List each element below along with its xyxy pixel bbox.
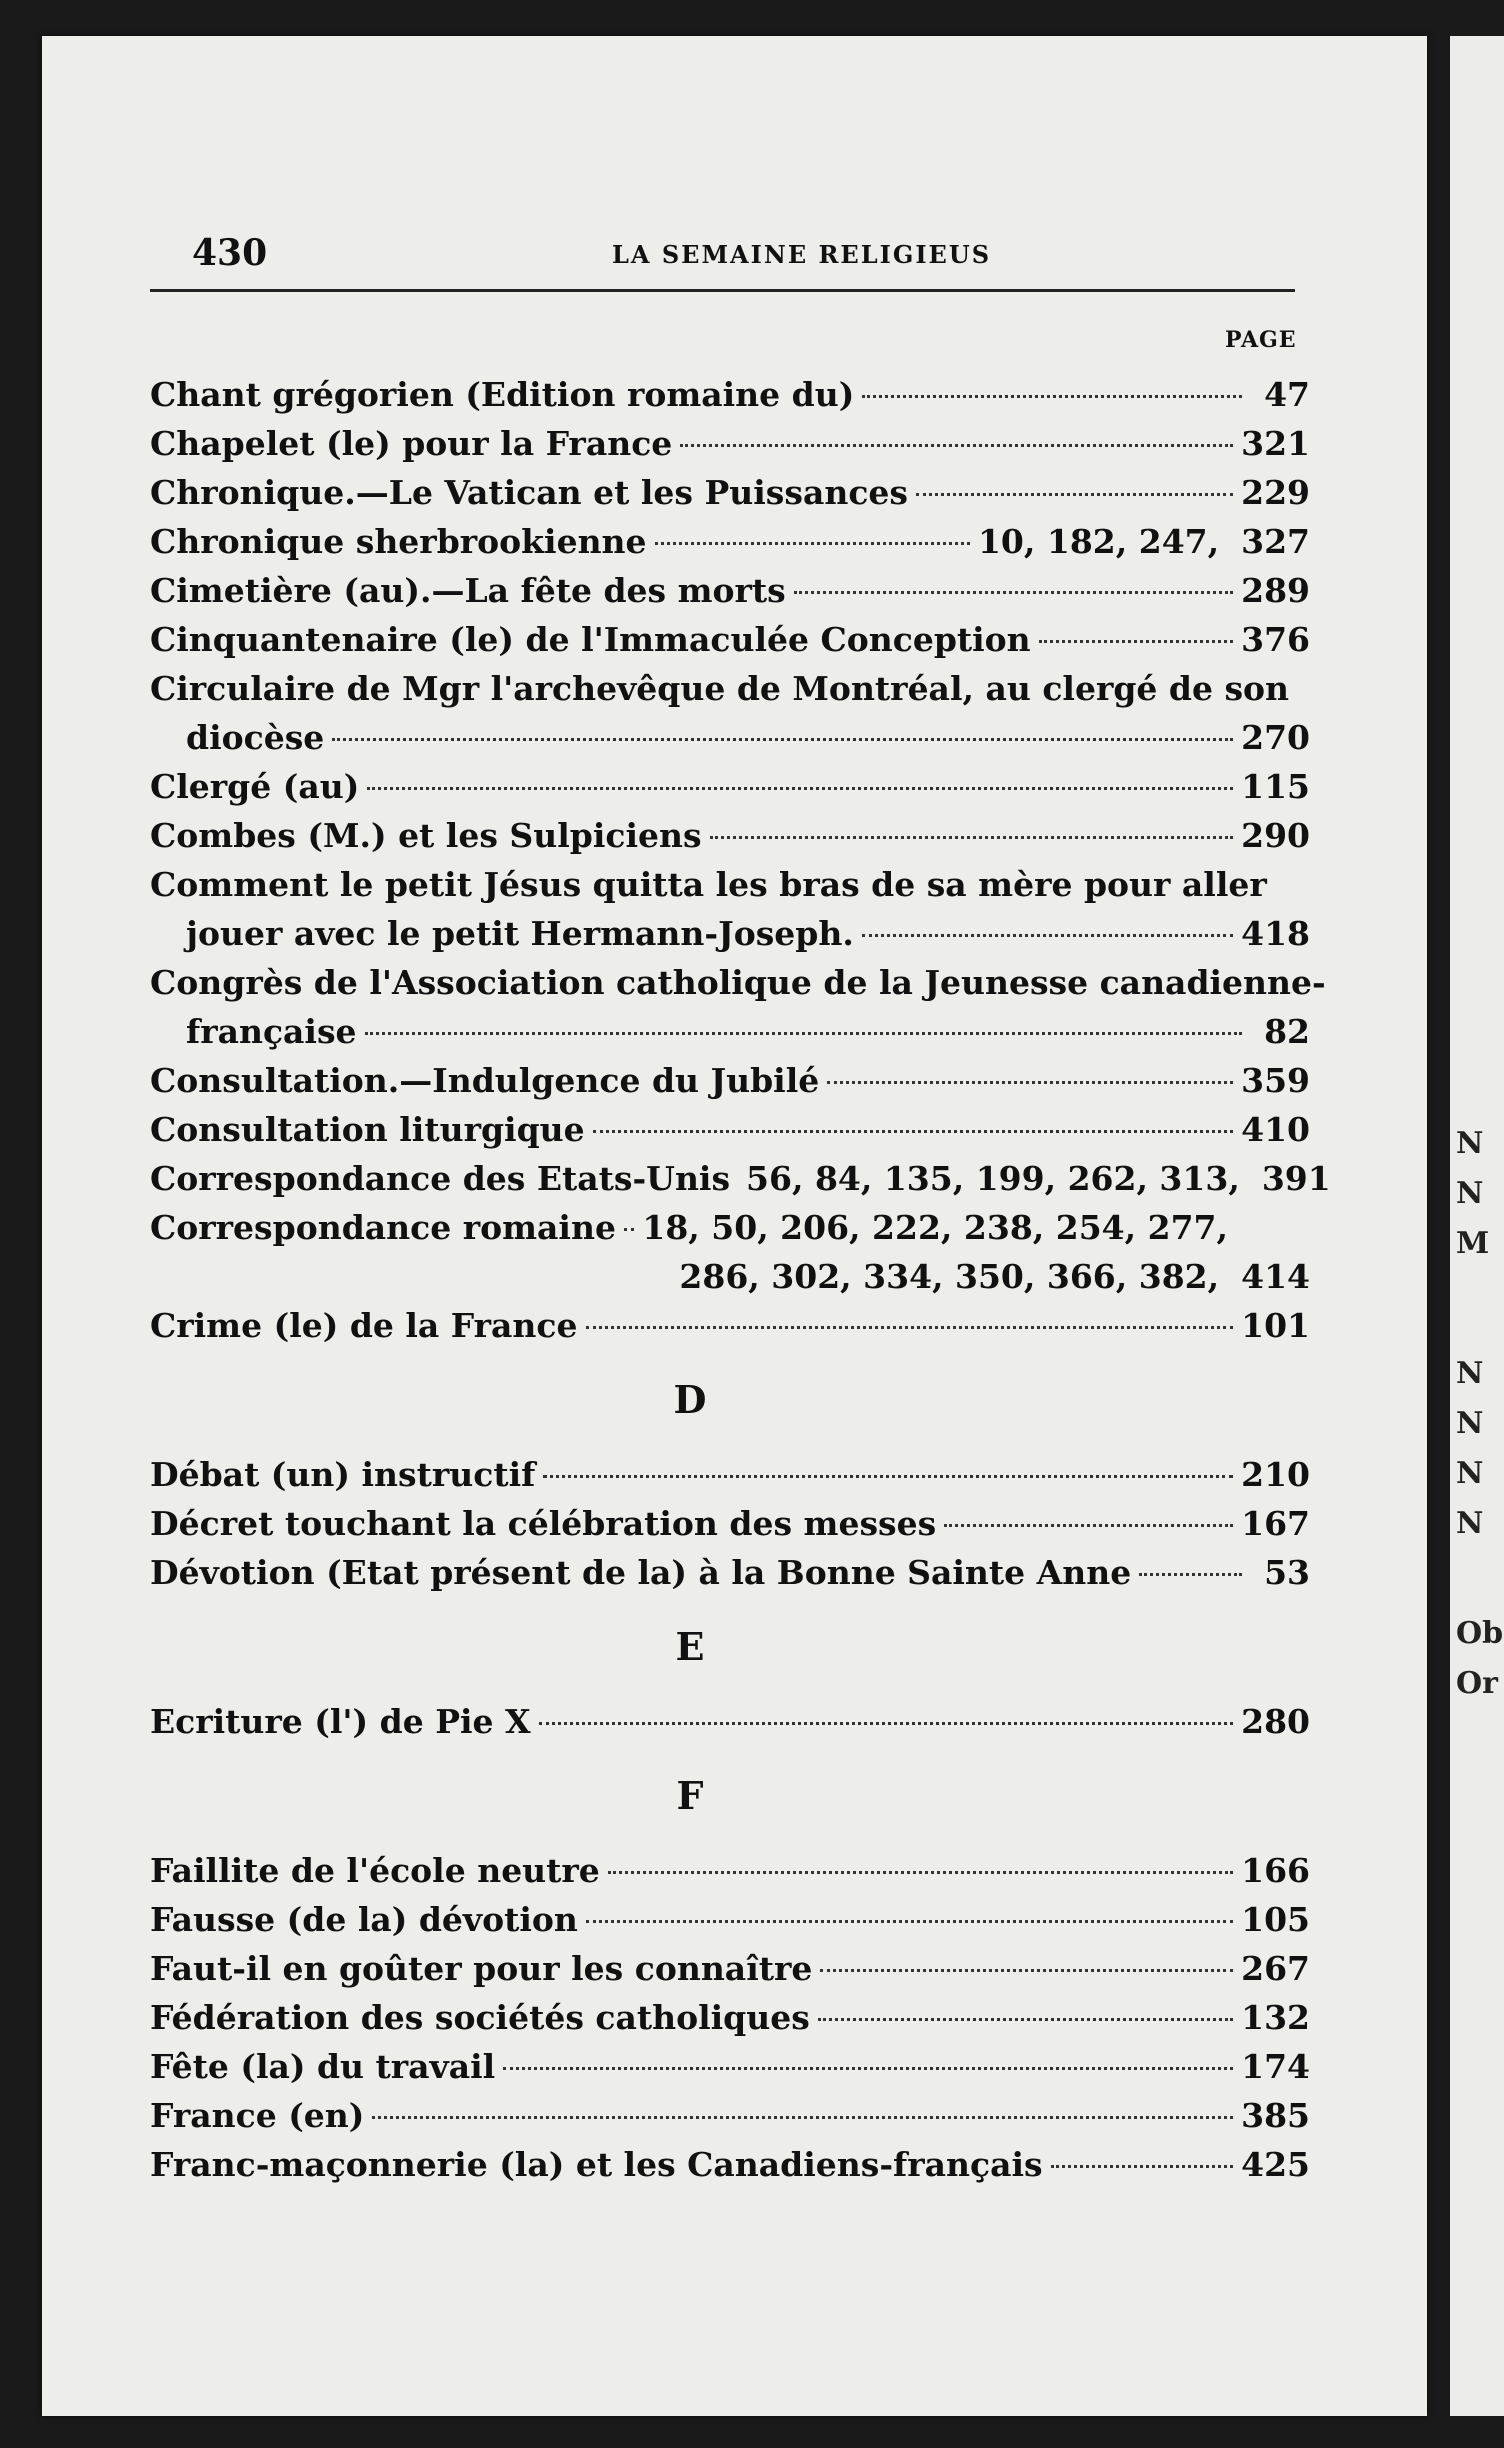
entry-text: Correspondance romaine xyxy=(150,1208,616,1247)
index-entry xyxy=(150,713,1310,762)
index-entry xyxy=(150,762,1310,811)
leader-dots xyxy=(365,1032,1242,1035)
entry-text-continued: diocèse xyxy=(186,718,325,757)
entry-text: Cimetière (au).—La fête des morts xyxy=(150,571,786,610)
leader-dots xyxy=(543,1475,1233,1478)
entry-text: Chant grégorien (Edition romaine du) xyxy=(150,375,855,414)
leader-dots xyxy=(916,493,1233,496)
entry-page: 210 xyxy=(1241,1455,1310,1494)
index-entries xyxy=(150,370,1331,2189)
group-f xyxy=(150,1846,1310,2189)
index-entry xyxy=(150,370,1310,419)
leader-dots xyxy=(944,1524,1233,1527)
index-entry xyxy=(150,517,1310,566)
entry-text: Circulaire de Mgr l'archevêque de Montréal, au clergé de son xyxy=(150,669,1290,708)
entry-text: Clergé (au) xyxy=(150,767,360,806)
leader-dots xyxy=(332,738,1233,741)
index-entry xyxy=(150,1301,1310,1350)
fragment: N xyxy=(1456,1456,1484,1491)
entry-text: Consultation.—Indulgence du Jubilé xyxy=(150,1061,820,1100)
fragment: Ob xyxy=(1456,1616,1504,1651)
entry-page: 270 xyxy=(1241,718,1310,757)
index-entry-line xyxy=(150,664,1310,713)
entry-page: 82 xyxy=(1264,1012,1310,1051)
section-letter-e: E xyxy=(675,1624,705,1669)
index-entry xyxy=(150,909,1310,958)
fragment: N xyxy=(1456,1406,1484,1441)
entry-page: 359 xyxy=(1241,1061,1310,1100)
entry-page: 166 xyxy=(1241,1851,1310,1890)
entry-text: Chronique sherbrookienne xyxy=(150,522,647,561)
index-entry xyxy=(150,1450,1310,1499)
entry-text: Cinquantenaire (le) de l'Immaculée Conception xyxy=(150,620,1031,659)
entry-page: 414 xyxy=(1241,1257,1310,1296)
fragment: N xyxy=(1456,1176,1484,1211)
page-column-label: PAGE xyxy=(1225,327,1297,353)
group-d xyxy=(150,1450,1310,1597)
entry-page: 115 xyxy=(1241,767,1310,806)
fragment: N xyxy=(1456,1506,1484,1541)
index-entry xyxy=(150,2042,1310,2091)
index-entry xyxy=(150,1056,1310,1105)
index-entry xyxy=(150,1499,1310,1548)
entry-page: 47 xyxy=(1264,375,1310,414)
leader-dots xyxy=(503,2067,1233,2070)
group-c xyxy=(150,370,1331,1350)
index-entry-line xyxy=(150,1203,1310,1252)
index-entry xyxy=(150,1993,1310,2042)
entry-text: Crime (le) de la France xyxy=(150,1306,578,1345)
entry-page: 105 xyxy=(1241,1900,1310,1939)
fragment: N xyxy=(1456,1356,1484,1391)
leader-dots xyxy=(1039,640,1233,643)
entry-references: 56, 84, 135, 199, 262, 313, xyxy=(746,1159,1240,1198)
entry-page: 229 xyxy=(1241,473,1310,512)
index-entry xyxy=(150,615,1310,664)
leader-dots xyxy=(1051,2165,1234,2168)
index-entry xyxy=(150,1944,1310,1993)
index-entry xyxy=(150,2140,1310,2189)
entry-page: 410 xyxy=(1241,1110,1310,1149)
entry-text-continued: française xyxy=(186,1012,357,1051)
entry-page: 418 xyxy=(1241,914,1310,953)
running-title: LA SEMAINE RELIGIEUS xyxy=(612,240,992,269)
leader-dots xyxy=(539,1722,1233,1725)
index-entry xyxy=(150,468,1310,517)
entry-text: Congrès de l'Association catholique de la Jeunesse canadienne- xyxy=(150,963,1326,1002)
section-letter-f: F xyxy=(676,1773,704,1818)
entry-page: 53 xyxy=(1264,1553,1310,1592)
entry-text: Consultation liturgique xyxy=(150,1110,585,1149)
adjacent-page-edge xyxy=(1450,36,1504,2416)
fragment: N xyxy=(1456,1126,1484,1161)
entry-page: 267 xyxy=(1241,1949,1310,1988)
leader-dots xyxy=(818,2018,1233,2021)
leader-dots xyxy=(710,836,1234,839)
entry-page: 385 xyxy=(1241,2096,1310,2135)
index-entry xyxy=(150,1007,1310,1056)
leader-dots xyxy=(367,787,1233,790)
entry-text: Fête (la) du travail xyxy=(150,2047,496,2086)
leader-dots xyxy=(862,395,1242,398)
entry-text: Décret touchant la célébration des messes xyxy=(150,1504,937,1543)
index-entry xyxy=(150,1548,1310,1597)
leader-dots xyxy=(655,542,970,545)
leader-dots xyxy=(794,591,1233,594)
entry-text: Faillite de l'école neutre xyxy=(150,1851,600,1890)
index-entry-line xyxy=(150,958,1326,1007)
entry-text: Fédération des sociétés catholiques xyxy=(150,1998,810,2037)
index-entry xyxy=(150,1895,1310,1944)
entry-text: Dévotion (Etat présent de la) à la Bonne Sainte Anne xyxy=(150,1553,1132,1592)
entry-text: Chapelet (le) pour la France xyxy=(150,424,673,463)
index-entry-line xyxy=(150,860,1310,909)
index-entry xyxy=(150,1154,1331,1203)
index-entry xyxy=(150,419,1310,468)
leader-dots xyxy=(586,1920,1233,1923)
entry-text-continued: jouer avec le petit Hermann-Joseph. xyxy=(186,914,854,953)
entry-page: 101 xyxy=(1241,1306,1310,1345)
entry-text: Fausse (de la) dévotion xyxy=(150,1900,578,1939)
index-entry xyxy=(150,2091,1310,2140)
entry-page: 280 xyxy=(1241,1702,1310,1741)
entry-text: Correspondance des Etats-Unis xyxy=(150,1159,731,1198)
fragment: Or xyxy=(1456,1666,1498,1701)
leader-dots xyxy=(608,1871,1233,1874)
entry-text: Chronique.—Le Vatican et les Puissances xyxy=(150,473,908,512)
entry-text: Comment le petit Jésus quitta les bras de sa mère pour aller xyxy=(150,865,1267,904)
leader-dots xyxy=(820,1969,1233,1972)
header-rule xyxy=(150,289,1295,292)
entry-page: 391 xyxy=(1261,1159,1331,1198)
entry-page: 321 xyxy=(1241,424,1310,463)
entry-references: 10, 182, 247, xyxy=(977,522,1220,561)
entry-page: 327 xyxy=(1241,522,1310,561)
leader-dots xyxy=(372,2116,1233,2119)
index-entry xyxy=(150,1846,1310,1895)
leader-dots xyxy=(624,1228,634,1231)
entry-text: Débat (un) instructif xyxy=(150,1455,536,1494)
group-e xyxy=(150,1697,1310,1746)
index-entry xyxy=(150,1252,1310,1301)
leader-dots xyxy=(593,1130,1233,1133)
page-number: 430 xyxy=(192,232,268,274)
entry-text: Combes (M.) et les Sulpiciens xyxy=(150,816,702,855)
section-letter-d: D xyxy=(673,1377,707,1422)
entry-page: 167 xyxy=(1241,1504,1310,1543)
entry-page: 174 xyxy=(1241,2047,1310,2086)
leader-dots xyxy=(586,1326,1234,1329)
fragment: M xyxy=(1456,1226,1490,1261)
leader-dots xyxy=(827,1081,1233,1084)
index-entry xyxy=(150,566,1310,615)
leader-dots xyxy=(680,444,1233,447)
entry-references: 18, 50, 206, 222, 238, 254, 277, xyxy=(642,1208,1228,1247)
leader-dots xyxy=(862,934,1233,937)
entry-page: 289 xyxy=(1241,571,1310,610)
entry-page: 376 xyxy=(1241,620,1310,659)
index-entry xyxy=(150,811,1310,860)
entry-page: 290 xyxy=(1241,816,1310,855)
index-entry xyxy=(150,1105,1310,1154)
entry-text: Franc-maçonnerie (la) et les Canadiens-français xyxy=(150,2145,1043,2184)
entry-page: 132 xyxy=(1241,1998,1310,2037)
entry-page: 425 xyxy=(1241,2145,1310,2184)
entry-text: Ecriture (l') de Pie X xyxy=(150,1702,531,1741)
entry-references-continued: 286, 302, 334, 350, 366, 382, xyxy=(679,1257,1220,1296)
leader-dots xyxy=(1139,1573,1242,1576)
index-entry xyxy=(150,1697,1310,1746)
entry-text: France (en) xyxy=(150,2096,365,2135)
entry-text: Faut-il en goûter pour les connaître xyxy=(150,1949,813,1988)
page-header xyxy=(192,216,1342,276)
